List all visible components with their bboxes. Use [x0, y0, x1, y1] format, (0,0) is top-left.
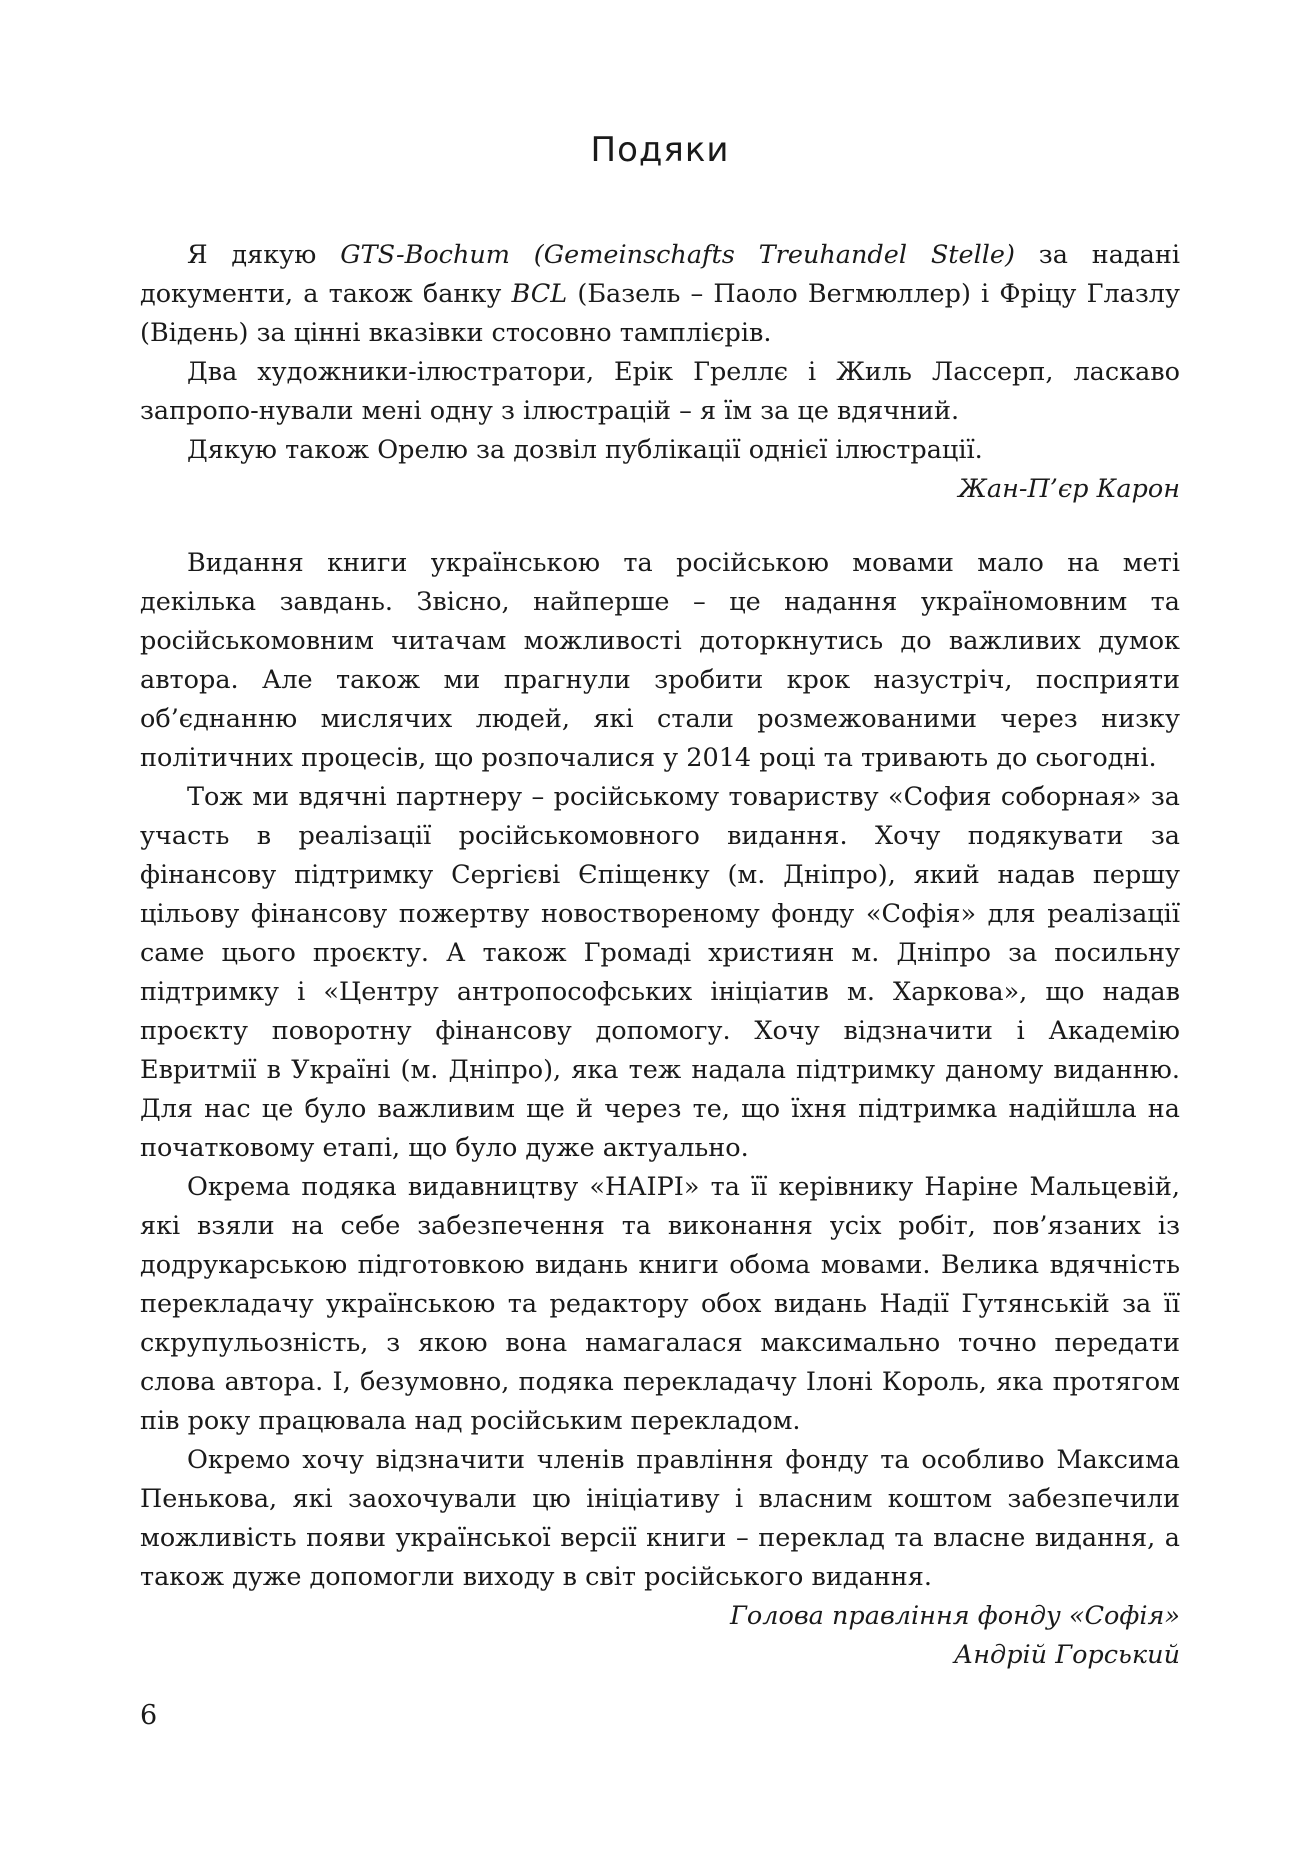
author-signature: Жан-П’єр Карон: [958, 474, 1180, 504]
publisher-acknowledgements: [140, 544, 1180, 1675]
paragraph: Окрема подяка видавництву «НАІРІ» та її керівнику Наріне Мальцевій, які взяли на себе забезпечення та виконання усіх робіт, пов’язаних із додрукарською підготовкою видань книги обома мовами. Велика вдячність перекладачу українською та редактору обох видань Надії Гутянській за її скрупульозність, з якою вона намагалася максимально точно передати слова автора. І, безумовно, подяка перекладачу Ілоні Король, яка протягом пів року працювала над російським перекладом.: [140, 1172, 1180, 1436]
paragraph: Дякую також Орелю за дозвіл публікації однієї ілюстрації.: [187, 435, 983, 465]
text-run: (Базель – Паоло Вегмюллер) і Фріцу Глазлу (Відень) за цінні вказівки стосовно тамплієрів.: [140, 279, 1180, 348]
text-run: Я дякую: [187, 240, 341, 270]
text-run: за надані документи, а також банку: [140, 240, 1180, 309]
page-number: 6: [140, 1700, 158, 1731]
paragraph: Два художники-ілюстратори, Ерік Греллє і Жиль Лассерп, ласкаво запропо-нували мені одну з ілюстрацій – я їм за це вдячний.: [140, 357, 1180, 426]
bank-name: BCL: [511, 279, 568, 309]
paragraph: Окремо хочу відзначити членів правління фонду та особливо Максима Пенькова, які заохочували цю ініціативу і власним коштом забезпечили можливість появи української версії книги – переклад та власне видання, а також дуже допомогли виходу в світ російського видання.: [140, 1445, 1180, 1592]
organization-name: GTS-Bochum (Gemeinschafts Treuhandel Stelle): [340, 240, 1015, 270]
signature-title: Голова правління фонду «Софія»: [730, 1601, 1180, 1631]
paragraph: Видання книги українською та російською мовами мало на меті декілька завдань. Звісно, найперше – це надання україномовним та російськомовним читачам можливості доторкнутись до важливих думок автора. Але також ми прагнули зробити крок назустріч, посприяти об’єднанню мислячих людей, які стали розмежованими через низку політичних процесів, що розпочалися у 2014 році та тривають до сьогодні.: [140, 548, 1180, 773]
author-acknowledgements: [140, 236, 1180, 509]
paragraph: Тож ми вдячні партнеру – російському товариству «София соборная» за участь в реалізації російськомовного видання. Хочу подякувати за фінансову підтримку Сергієві Єпіщенку (м. Дніпро), який надав першу цільову фінансову пожертву новоствореному фонду «Софія» для реалізації саме цього проєкту. А також Громаді християн м. Дніпро за посильну підтримку і «Центру антропософських ініціатив м. Харкова», що надав проєкту поворотну фінансову допомогу. Хочу відзначити і Академію Евритмії в Україні (м. Дніпро), яка теж надала підтримку даному виданню. Для нас це було важливим ще й через те, що їхня підтримка надійшла на початковому етапі, що було дуже актуально.: [140, 782, 1180, 1163]
paragraph: [140, 236, 1180, 353]
signature-name: Андрій Горський: [953, 1640, 1180, 1670]
page-title: Подяки: [590, 130, 730, 170]
